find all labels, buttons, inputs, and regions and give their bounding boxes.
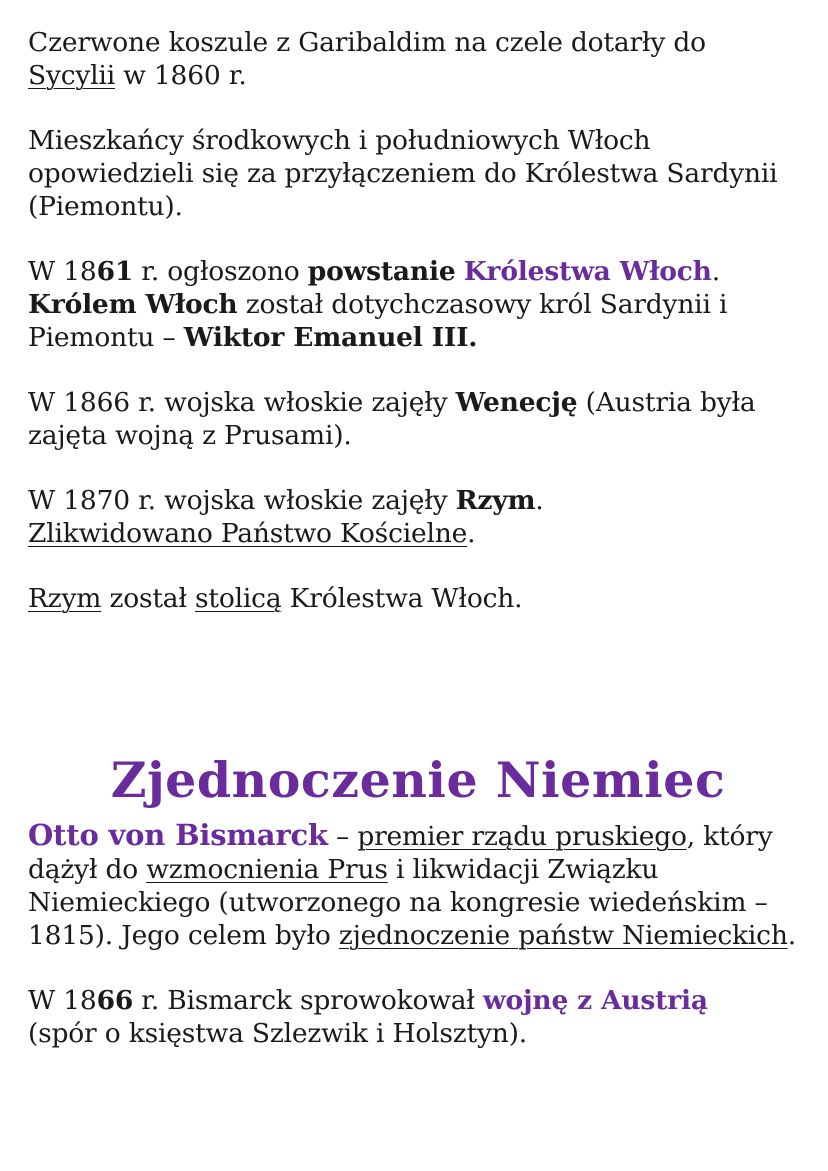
highlight-war-with-austria: wojnę z Austrią — [482, 985, 708, 1016]
text-segment: (Austria była zajęta wojną z Prusami). — [28, 387, 756, 451]
text-segment: W 1870 r. wojska włoskie zajęły — [28, 485, 456, 516]
text-segment: W 18 — [28, 985, 97, 1016]
paragraph-garibaldi — [28, 26, 808, 92]
text-segment: , który dążył do — [28, 821, 773, 885]
text-segment: (spór o księstwa Szlezwik i Holsztyn). — [28, 1018, 528, 1049]
spacer — [28, 550, 808, 582]
text-segment: r. ogłoszono — [133, 256, 308, 287]
underlined-papal-states: Zlikwidowano Państwo Kościelne — [28, 518, 468, 549]
paragraph-annexation — [28, 124, 808, 223]
underlined-unification: zjednoczenie państw Niemieckich — [338, 920, 788, 951]
spacer — [28, 92, 808, 124]
bold-term: Królem Włoch — [28, 289, 238, 320]
underlined-rome: Rzym — [28, 583, 102, 614]
highlight-kingdom-of-italy: Królestwa Włoch — [463, 256, 712, 287]
paragraph-austria-war — [28, 984, 808, 1050]
highlight-bismarck: Otto von Bismarck — [28, 818, 328, 852]
paragraph-kingdom-of-italy: W 1861 r. ogłoszono powstanie Królestwa Włoch. Królem Włoch został dotychczasowy król Sardynii i Piemontu – Wiktor Emanuel III. — [28, 256, 728, 353]
bold-term: powstanie — [307, 256, 456, 287]
text-segment: został dotychczasowy król Sardynii i Piemontu – — [28, 289, 728, 353]
spacer — [28, 452, 808, 484]
underlined-strengthen-prussia: wzmocnienia Prus — [146, 854, 388, 885]
paragraph-rome: W 1870 r. wojska włoskie zajęły Rzym. Zlikwidowano Państwo Kościelne. — [28, 485, 544, 549]
section-heading: Zjednoczenie Niemiec — [110, 751, 726, 809]
paragraph-bismarck: Otto von Bismarck – premier rządu pruskiego, który dążył do wzmocnienia Prus i likwidacji Związku Niemieckiego (utworzonego na kongresie wiedeńskim – 1815). Jego celem było zjednoczenie państw Niemieckich. — [28, 818, 796, 951]
paragraph-capital — [28, 582, 808, 615]
text-segment: Czerwone koszule z Garibaldim na czele dotarły do — [28, 27, 706, 58]
text-segment: W 18 — [28, 256, 97, 287]
text-segment: Królestwa Włoch. — [281, 583, 523, 614]
underlined-sicily: Sycylii — [28, 60, 115, 91]
spacer — [28, 223, 808, 255]
bold-year: 61 — [96, 256, 134, 287]
bold-king-name: Wiktor Emanuel III. — [183, 322, 478, 353]
bold-year: 66 — [96, 985, 134, 1016]
paragraph-venice — [28, 386, 808, 452]
document-page — [28, 26, 808, 1050]
underlined-capital: stolicą — [195, 583, 282, 614]
text-segment: Mieszkańcy środkowych i południowych Włoch opowiedzieli się za przyłączeniem do Królestwa Sardynii (Piemontu). — [28, 125, 778, 222]
spacer — [28, 952, 808, 984]
text-segment: w 1860 r. — [114, 60, 247, 91]
bold-rome: Rzym — [455, 485, 536, 516]
underlined-prime-minister: premier rządu pruskiego — [357, 821, 687, 852]
text-segment: i likwidacji Związku Niemieckiego (utworzonego na kongresie wiedeńskim – 1815). Jego celem było — [28, 854, 768, 951]
text-segment: został — [101, 583, 196, 614]
text-segment: r. Bismarck sprowokował — [133, 985, 483, 1016]
spacer — [28, 615, 808, 747]
bold-venice: Wenecję — [455, 387, 578, 418]
text-segment: W 1866 r. wojska włoskie zajęły — [28, 387, 456, 418]
spacer — [28, 354, 808, 386]
